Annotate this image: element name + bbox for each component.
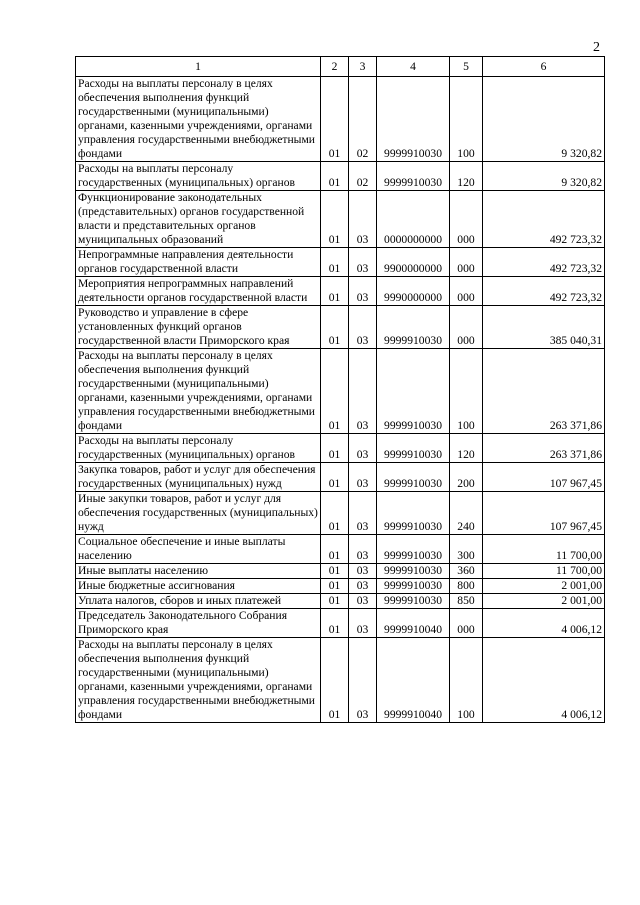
row-subsection: 02 <box>349 77 377 162</box>
row-expense-type: 000 <box>450 191 483 248</box>
row-subsection: 03 <box>349 248 377 277</box>
row-target-code: 9999910030 <box>377 349 450 434</box>
table-row <box>76 638 605 723</box>
row-target-code: 9999910030 <box>377 594 450 609</box>
page-number: 2 <box>593 40 600 55</box>
row-target-code: 9999910030 <box>377 535 450 564</box>
header-col-5: 5 <box>450 57 483 77</box>
row-name: Мероприятия непрограммных направлений деятельности органов государственной власти <box>76 277 321 306</box>
row-amount: 385 040,31 <box>483 306 605 349</box>
row-expense-type: 000 <box>450 248 483 277</box>
table-row <box>76 77 605 162</box>
row-subsection: 03 <box>349 594 377 609</box>
row-expense-type: 000 <box>450 609 483 638</box>
row-subsection: 03 <box>349 191 377 248</box>
row-subsection: 03 <box>349 638 377 723</box>
row-name: Функционирование законодательных (представительных) органов государственной власти и представительных органов муниципальных образований <box>76 191 321 248</box>
row-target-code: 9999910040 <box>377 609 450 638</box>
row-name: Председатель Законодательного Собрания Приморского края <box>76 609 321 638</box>
row-amount: 4 006,12 <box>483 638 605 723</box>
row-section: 01 <box>321 579 349 594</box>
row-amount: 2 001,00 <box>483 594 605 609</box>
table-row <box>76 191 605 248</box>
header-col-6: 6 <box>483 57 605 77</box>
row-amount: 492 723,32 <box>483 248 605 277</box>
row-subsection: 03 <box>349 609 377 638</box>
header-col-4: 4 <box>377 57 450 77</box>
row-expense-type: 300 <box>450 535 483 564</box>
row-name: Иные выплаты населению <box>76 564 321 579</box>
row-target-code: 9999910030 <box>377 306 450 349</box>
table-row <box>76 162 605 191</box>
row-target-code: 9999910030 <box>377 77 450 162</box>
row-name: Иные бюджетные ассигнования <box>76 579 321 594</box>
row-subsection: 03 <box>349 492 377 535</box>
table-row <box>76 564 605 579</box>
row-amount: 9 320,82 <box>483 162 605 191</box>
row-amount: 263 371,86 <box>483 349 605 434</box>
row-subsection: 03 <box>349 463 377 492</box>
table-row <box>76 349 605 434</box>
table-row <box>76 535 605 564</box>
row-name: Непрограммные направления деятельности органов государственной власти <box>76 248 321 277</box>
row-target-code: 9999910030 <box>377 579 450 594</box>
header-col-1: 1 <box>76 57 321 77</box>
row-expense-type: 200 <box>450 463 483 492</box>
row-expense-type: 360 <box>450 564 483 579</box>
table-row <box>76 492 605 535</box>
row-amount: 11 700,00 <box>483 564 605 579</box>
row-expense-type: 100 <box>450 638 483 723</box>
row-amount: 4 006,12 <box>483 609 605 638</box>
row-name: Иные закупки товаров, работ и услуг для обеспечения государственных (муниципальных) нужд <box>76 492 321 535</box>
row-expense-type: 800 <box>450 579 483 594</box>
row-name: Расходы на выплаты персоналу в целях обеспечения выполнения функций государственными (муниципальными) органами, казенными учреждениями, органами управления государственными внебюджетными фондами <box>76 349 321 434</box>
row-subsection: 03 <box>349 434 377 463</box>
row-section: 01 <box>321 162 349 191</box>
row-expense-type: 100 <box>450 77 483 162</box>
row-name: Закупка товаров, работ и услуг для обеспечения государственных (муниципальных) нужд <box>76 463 321 492</box>
row-subsection: 03 <box>349 535 377 564</box>
row-amount: 492 723,32 <box>483 277 605 306</box>
row-section: 01 <box>321 463 349 492</box>
row-name: Уплата налогов, сборов и иных платежей <box>76 594 321 609</box>
row-target-code: 9990000000 <box>377 277 450 306</box>
row-target-code: 9999910030 <box>377 492 450 535</box>
row-target-code: 9999910030 <box>377 162 450 191</box>
table-row <box>76 277 605 306</box>
row-subsection: 03 <box>349 349 377 434</box>
row-expense-type: 100 <box>450 349 483 434</box>
row-section: 01 <box>321 248 349 277</box>
row-subsection: 03 <box>349 306 377 349</box>
row-name: Расходы на выплаты персоналу государственных (муниципальных) органов <box>76 162 321 191</box>
row-amount: 11 700,00 <box>483 535 605 564</box>
row-subsection: 03 <box>349 579 377 594</box>
budget-table <box>75 56 605 723</box>
row-expense-type: 850 <box>450 594 483 609</box>
row-target-code: 9999910030 <box>377 463 450 492</box>
row-expense-type: 000 <box>450 306 483 349</box>
table-row <box>76 248 605 277</box>
row-amount: 107 967,45 <box>483 492 605 535</box>
table-row <box>76 579 605 594</box>
row-section: 01 <box>321 277 349 306</box>
table-row <box>76 463 605 492</box>
row-section: 01 <box>321 306 349 349</box>
row-amount: 492 723,32 <box>483 191 605 248</box>
table-row <box>76 306 605 349</box>
row-expense-type: 000 <box>450 277 483 306</box>
row-subsection: 03 <box>349 564 377 579</box>
table-row <box>76 594 605 609</box>
row-target-code: 9900000000 <box>377 248 450 277</box>
table-row <box>76 609 605 638</box>
row-section: 01 <box>321 349 349 434</box>
row-section: 01 <box>321 564 349 579</box>
row-amount: 107 967,45 <box>483 463 605 492</box>
row-section: 01 <box>321 535 349 564</box>
row-target-code: 9999910030 <box>377 564 450 579</box>
row-name: Руководство и управление в сфере установленных функций органов государственной власти Приморского края <box>76 306 321 349</box>
row-name: Расходы на выплаты персоналу в целях обеспечения выполнения функций государственными (муниципальными) органами, казенными учреждениями, органами управления государственными внебюджетными фондами <box>76 638 321 723</box>
row-target-code: 9999910040 <box>377 638 450 723</box>
header-row <box>76 57 605 77</box>
row-section: 01 <box>321 434 349 463</box>
row-section: 01 <box>321 191 349 248</box>
row-amount: 2 001,00 <box>483 579 605 594</box>
header-col-3: 3 <box>349 57 377 77</box>
row-section: 01 <box>321 594 349 609</box>
row-subsection: 03 <box>349 277 377 306</box>
row-section: 01 <box>321 77 349 162</box>
table-row <box>76 434 605 463</box>
row-name: Расходы на выплаты персоналу в целях обеспечения выполнения функций государственными (муниципальными) органами, казенными учреждениями, органами управления государственными внебюджетными фондами <box>76 77 321 162</box>
row-expense-type: 120 <box>450 162 483 191</box>
row-expense-type: 240 <box>450 492 483 535</box>
row-section: 01 <box>321 638 349 723</box>
row-section: 01 <box>321 492 349 535</box>
row-name: Расходы на выплаты персоналу государственных (муниципальных) органов <box>76 434 321 463</box>
row-name: Социальное обеспечение и иные выплаты населению <box>76 535 321 564</box>
row-expense-type: 120 <box>450 434 483 463</box>
row-target-code: 9999910030 <box>377 434 450 463</box>
row-section: 01 <box>321 609 349 638</box>
header-col-2: 2 <box>321 57 349 77</box>
row-amount: 263 371,86 <box>483 434 605 463</box>
row-amount: 9 320,82 <box>483 77 605 162</box>
row-subsection: 02 <box>349 162 377 191</box>
row-target-code: 0000000000 <box>377 191 450 248</box>
